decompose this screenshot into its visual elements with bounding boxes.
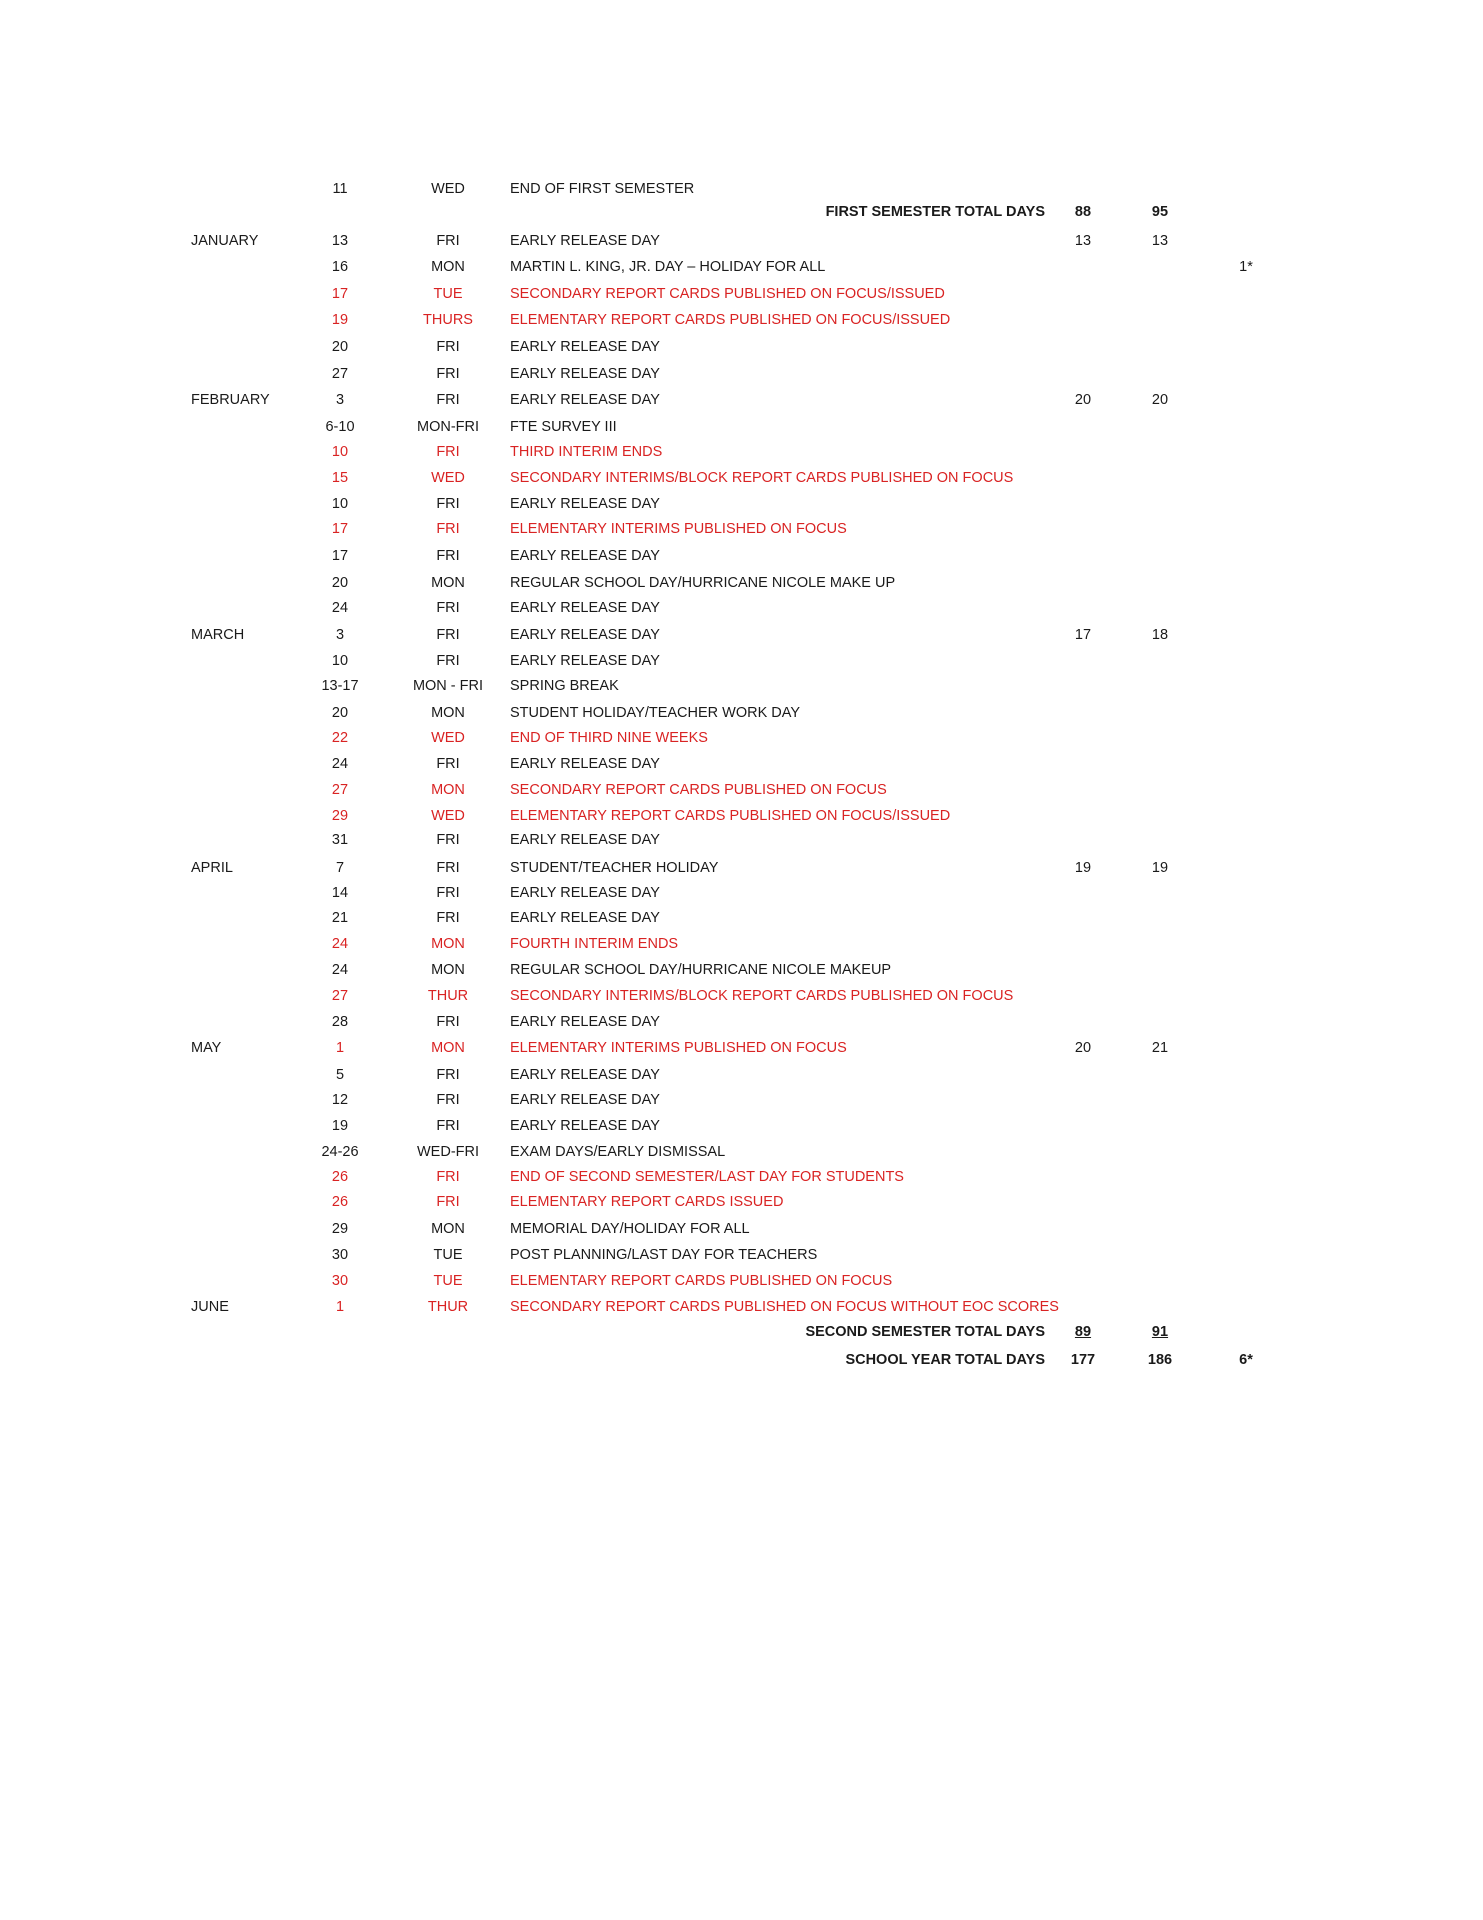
event-description: EXAM DAYS/EARLY DISMISSAL <box>510 1144 726 1160</box>
event-date: 15 <box>331 470 349 486</box>
event-weekday: WED <box>431 730 465 746</box>
month-label: MAY <box>191 1040 222 1056</box>
event-weekday: TUE <box>433 286 463 302</box>
event-date: 1 <box>335 1299 345 1315</box>
event-date: 30 <box>331 1247 349 1263</box>
event-weekday: FRI <box>436 366 460 382</box>
event-weekday: FRI <box>436 548 460 564</box>
event-description: EARLY RELEASE DAY <box>510 233 660 249</box>
event-date: 3 <box>335 627 345 643</box>
event-description: EARLY RELEASE DAY <box>510 339 660 355</box>
event-weekday: MON <box>431 705 465 721</box>
day-count-c3: 1* <box>1239 259 1253 275</box>
total-c1: 177 <box>1070 1352 1096 1368</box>
calendar-row <box>0 283 1483 305</box>
event-description: ELEMENTARY REPORT CARDS PUBLISHED ON FOCUS/ISSUED <box>510 312 951 328</box>
event-description: FOURTH INTERIM ENDS <box>510 936 679 952</box>
event-weekday: THURS <box>423 312 473 328</box>
event-date: 13-17 <box>321 678 359 694</box>
event-weekday: FRI <box>436 627 460 643</box>
event-date: 21 <box>331 910 349 926</box>
event-weekday: MON <box>431 782 465 798</box>
total-label: FIRST SEMESTER TOTAL DAYS <box>825 204 1045 220</box>
event-date: 1 <box>335 1040 345 1056</box>
event-weekday: FRI <box>436 860 460 876</box>
event-description: ELEMENTARY INTERIMS PUBLISHED ON FOCUS <box>510 521 847 537</box>
event-weekday: FRI <box>436 521 460 537</box>
event-weekday: FRI <box>436 1194 460 1210</box>
calendar-row <box>0 702 1483 724</box>
event-weekday: WED <box>431 181 465 197</box>
event-date: 13 <box>331 233 349 249</box>
event-date: 24-26 <box>321 1144 359 1160</box>
calendar-row <box>0 518 1483 540</box>
calendar-row <box>0 1218 1483 1240</box>
total-c2: 186 <box>1147 1352 1173 1368</box>
event-date: 26 <box>331 1194 349 1210</box>
calendar-row <box>0 985 1483 1007</box>
day-count-c2: 18 <box>1151 627 1169 643</box>
calendar-row <box>0 230 1483 252</box>
event-date: 17 <box>331 521 349 537</box>
event-description: EARLY RELEASE DAY <box>510 366 660 382</box>
calendar-row <box>0 178 1483 200</box>
event-date: 27 <box>331 782 349 798</box>
calendar-row <box>0 624 1483 646</box>
event-description: EARLY RELEASE DAY <box>510 600 660 616</box>
event-weekday: MON-FRI <box>416 419 479 435</box>
event-description: END OF THIRD NINE WEEKS <box>510 730 708 746</box>
event-weekday: FRI <box>436 832 460 848</box>
event-description: EARLY RELEASE DAY <box>510 548 660 564</box>
total-row <box>0 1321 1483 1343</box>
day-count-c2: 13 <box>1151 233 1169 249</box>
day-count-c1: 17 <box>1074 627 1092 643</box>
calendar-row <box>0 727 1483 749</box>
calendar-row <box>0 1270 1483 1292</box>
event-date: 10 <box>331 653 349 669</box>
event-description: MARTIN L. KING, JR. DAY – HOLIDAY FOR ALL <box>510 259 826 275</box>
event-description: SECONDARY REPORT CARDS PUBLISHED ON FOCUS WITHOUT EOC SCORES <box>510 1299 1059 1315</box>
month-label: APRIL <box>191 860 233 876</box>
event-weekday: MON <box>431 1221 465 1237</box>
event-weekday: FRI <box>436 1092 460 1108</box>
event-date: 10 <box>331 496 349 512</box>
event-date: 3 <box>335 392 345 408</box>
event-date: 26 <box>331 1169 349 1185</box>
event-description: REGULAR SCHOOL DAY/HURRICANE NICOLE MAKEUP <box>510 962 892 978</box>
calendar-row <box>0 1115 1483 1137</box>
total-row <box>0 1349 1483 1371</box>
calendar-row <box>0 933 1483 955</box>
calendar-row <box>0 1166 1483 1188</box>
event-description: ELEMENTARY REPORT CARDS PUBLISHED ON FOCUS/ISSUED <box>510 808 951 824</box>
day-count-c1: 20 <box>1074 1040 1092 1056</box>
event-weekday: FRI <box>436 1067 460 1083</box>
event-date: 12 <box>331 1092 349 1108</box>
event-weekday: FRI <box>436 653 460 669</box>
calendar-row <box>0 829 1483 851</box>
event-description: ELEMENTARY REPORT CARDS ISSUED <box>510 1194 784 1210</box>
event-weekday: MON <box>431 575 465 591</box>
event-description: STUDENT/TEACHER HOLIDAY <box>510 860 719 876</box>
event-description: MEMORIAL DAY/HOLIDAY FOR ALL <box>510 1221 750 1237</box>
day-count-c1: 19 <box>1074 860 1092 876</box>
event-date: 14 <box>331 885 349 901</box>
event-description: EARLY RELEASE DAY <box>510 1092 660 1108</box>
event-description: EARLY RELEASE DAY <box>510 653 660 669</box>
event-weekday: FRI <box>436 1169 460 1185</box>
event-description: REGULAR SCHOOL DAY/HURRICANE NICOLE MAKE UP <box>510 575 896 591</box>
event-date: 20 <box>331 339 349 355</box>
calendar-row <box>0 650 1483 672</box>
calendar-row <box>0 1011 1483 1033</box>
calendar-row <box>0 467 1483 489</box>
calendar-row <box>0 416 1483 438</box>
calendar-row <box>0 309 1483 331</box>
event-description: EARLY RELEASE DAY <box>510 392 660 408</box>
calendar-row <box>0 441 1483 463</box>
calendar-row <box>0 959 1483 981</box>
event-weekday: TUE <box>433 1247 463 1263</box>
calendar-row <box>0 1191 1483 1213</box>
month-label: FEBRUARY <box>191 392 270 408</box>
total-c2: 95 <box>1151 204 1169 220</box>
calendar-row <box>0 1089 1483 1111</box>
calendar-row <box>0 675 1483 697</box>
event-weekday: FRI <box>436 885 460 901</box>
calendar-row <box>0 545 1483 567</box>
event-date: 20 <box>331 705 349 721</box>
event-date: 20 <box>331 575 349 591</box>
calendar-row <box>0 753 1483 775</box>
day-count-c2: 21 <box>1151 1040 1169 1056</box>
event-description: POST PLANNING/LAST DAY FOR TEACHERS <box>510 1247 818 1263</box>
event-weekday: FRI <box>436 233 460 249</box>
event-description: SECONDARY REPORT CARDS PUBLISHED ON FOCUS/ISSUED <box>510 286 945 302</box>
event-date: 22 <box>331 730 349 746</box>
event-weekday: THUR <box>427 988 469 1004</box>
event-date: 27 <box>331 366 349 382</box>
month-label: JUNE <box>191 1299 229 1315</box>
event-description: SECONDARY INTERIMS/BLOCK REPORT CARDS PUBLISHED ON FOCUS <box>510 988 1014 1004</box>
day-count-c1: 20 <box>1074 392 1092 408</box>
event-description: STUDENT HOLIDAY/TEACHER WORK DAY <box>510 705 801 721</box>
calendar-row <box>0 493 1483 515</box>
calendar-row <box>0 256 1483 278</box>
event-weekday: MON <box>431 1040 465 1056</box>
event-date: 19 <box>331 1118 349 1134</box>
month-label: JANUARY <box>191 233 259 249</box>
event-weekday: WED <box>431 808 465 824</box>
total-c1: 88 <box>1074 204 1092 220</box>
calendar-row <box>0 907 1483 929</box>
event-description: EARLY RELEASE DAY <box>510 910 660 926</box>
calendar-row <box>0 1296 1483 1318</box>
calendar-row <box>0 882 1483 904</box>
event-weekday: FRI <box>436 756 460 772</box>
total-c2: 91 <box>1151 1324 1169 1340</box>
event-weekday: FRI <box>436 392 460 408</box>
total-row <box>0 201 1483 223</box>
day-count-c2: 19 <box>1151 860 1169 876</box>
event-description: ELEMENTARY REPORT CARDS PUBLISHED ON FOCUS <box>510 1273 893 1289</box>
event-description: EARLY RELEASE DAY <box>510 832 660 848</box>
event-date: 5 <box>335 1067 345 1083</box>
month-label: MARCH <box>191 627 245 643</box>
event-description: END OF SECOND SEMESTER/LAST DAY FOR STUDENTS <box>510 1169 904 1185</box>
calendar-row <box>0 1064 1483 1086</box>
event-description: END OF FIRST SEMESTER <box>510 181 695 197</box>
event-weekday: MON <box>431 962 465 978</box>
event-date: 24 <box>331 756 349 772</box>
event-date: 28 <box>331 1014 349 1030</box>
day-count-c1: 13 <box>1074 233 1092 249</box>
event-description: THIRD INTERIM ENDS <box>510 444 663 460</box>
calendar-row <box>0 857 1483 879</box>
event-description: EARLY RELEASE DAY <box>510 1067 660 1083</box>
event-description: EARLY RELEASE DAY <box>510 885 660 901</box>
calendar-row <box>0 805 1483 827</box>
event-weekday: FRI <box>436 1014 460 1030</box>
event-weekday: TUE <box>433 1273 463 1289</box>
calendar-row <box>0 779 1483 801</box>
event-date: 24 <box>331 600 349 616</box>
calendar-row <box>0 597 1483 619</box>
event-date: 24 <box>331 936 349 952</box>
event-weekday: MON <box>431 936 465 952</box>
event-date: 19 <box>331 312 349 328</box>
event-description: FTE SURVEY III <box>510 419 617 435</box>
event-date: 17 <box>331 548 349 564</box>
event-date: 31 <box>331 832 349 848</box>
total-c3: 6* <box>1239 1352 1253 1368</box>
total-c1: 89 <box>1074 1324 1092 1340</box>
event-description: SPRING BREAK <box>510 678 619 694</box>
event-weekday: FRI <box>436 1118 460 1134</box>
event-description: EARLY RELEASE DAY <box>510 496 660 512</box>
event-weekday: FRI <box>436 444 460 460</box>
event-date: 7 <box>335 860 345 876</box>
event-date: 17 <box>331 286 349 302</box>
event-description: EARLY RELEASE DAY <box>510 627 660 643</box>
event-description: ELEMENTARY INTERIMS PUBLISHED ON FOCUS <box>510 1040 847 1056</box>
event-date: 16 <box>331 259 349 275</box>
calendar-row <box>0 1037 1483 1059</box>
event-date: 29 <box>331 808 349 824</box>
event-date: 10 <box>331 444 349 460</box>
event-date: 24 <box>331 962 349 978</box>
event-weekday: FRI <box>436 910 460 926</box>
event-description: SECONDARY INTERIMS/BLOCK REPORT CARDS PUBLISHED ON FOCUS <box>510 470 1014 486</box>
calendar-row <box>0 572 1483 594</box>
event-date: 29 <box>331 1221 349 1237</box>
event-description: EARLY RELEASE DAY <box>510 1014 660 1030</box>
calendar-row <box>0 1141 1483 1163</box>
event-weekday: MON <box>431 259 465 275</box>
day-count-c2: 20 <box>1151 392 1169 408</box>
event-description: SECONDARY REPORT CARDS PUBLISHED ON FOCUS <box>510 782 887 798</box>
event-weekday: FRI <box>436 339 460 355</box>
calendar-row <box>0 363 1483 385</box>
event-weekday: MON - FRI <box>412 678 484 694</box>
event-date: 27 <box>331 988 349 1004</box>
calendar-row <box>0 389 1483 411</box>
calendar-row <box>0 336 1483 358</box>
event-weekday: WED-FRI <box>416 1144 479 1160</box>
event-weekday: FRI <box>436 600 460 616</box>
event-weekday: FRI <box>436 496 460 512</box>
event-description: EARLY RELEASE DAY <box>510 756 660 772</box>
event-description: EARLY RELEASE DAY <box>510 1118 660 1134</box>
event-date: 11 <box>332 181 348 197</box>
event-date: 30 <box>331 1273 349 1289</box>
total-label: SCHOOL YEAR TOTAL DAYS <box>845 1352 1045 1368</box>
calendar-row <box>0 1244 1483 1266</box>
event-date: 6-10 <box>325 419 355 435</box>
event-weekday: THUR <box>427 1299 469 1315</box>
total-label: SECOND SEMESTER TOTAL DAYS <box>805 1324 1045 1340</box>
event-weekday: WED <box>431 470 465 486</box>
